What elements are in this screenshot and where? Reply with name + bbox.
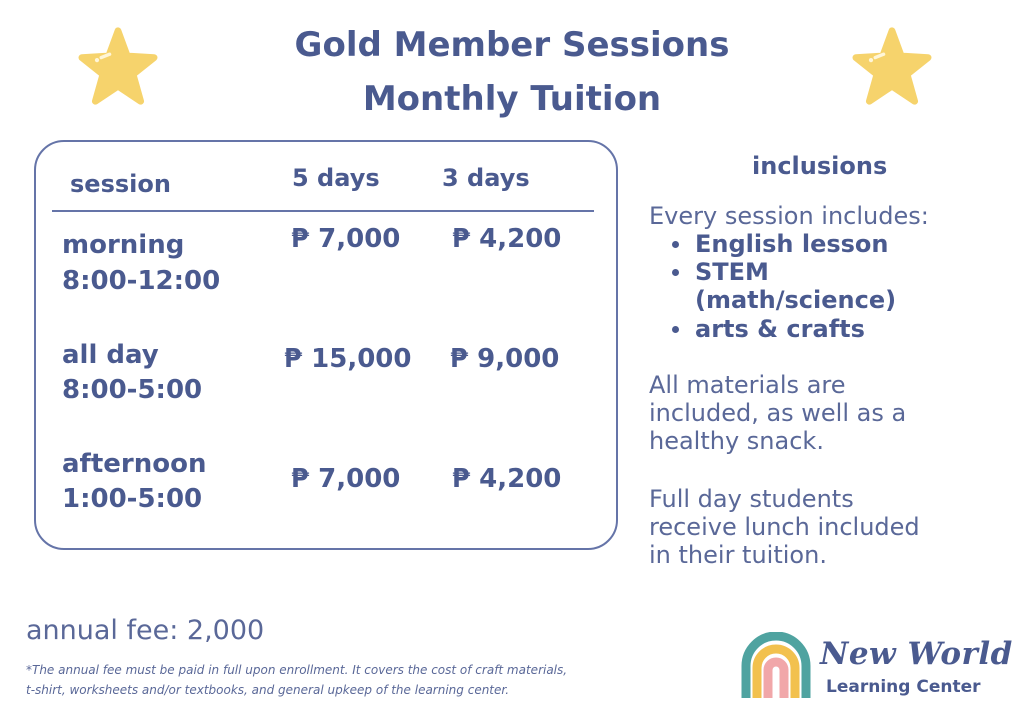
price-5-days: ₱ 7,000: [291, 224, 401, 254]
price-5-days: ₱ 7,000: [291, 464, 401, 494]
inclusion-item: English lesson: [695, 230, 889, 258]
bullet-icon: [672, 241, 679, 248]
inclusion-item: STEM: [695, 258, 769, 286]
price-3-days: ₱ 4,200: [452, 464, 562, 494]
inclusion-item-continued: (math/science): [695, 286, 897, 314]
session-name: morning: [62, 230, 185, 260]
rainbow-logo-icon: [740, 632, 812, 698]
inclusions-heading: inclusions: [752, 152, 888, 180]
materials-text: healthy snack.: [649, 427, 824, 455]
column-header-5-days: 5 days: [292, 164, 380, 192]
inclusions-intro: Every session includes:: [649, 202, 929, 230]
table-divider: [52, 210, 594, 212]
bullet-icon: [672, 326, 679, 333]
price-5-days: ₱ 15,000: [284, 344, 412, 374]
column-header-3-days: 3 days: [442, 164, 530, 192]
star-icon: [76, 24, 160, 108]
price-3-days: ₱ 4,200: [452, 224, 562, 254]
footnote: t-shirt, worksheets and/or textbooks, and general upkeep of the learning center.: [26, 683, 510, 697]
star-icon: [850, 24, 934, 108]
materials-text: included, as well as a: [649, 399, 907, 427]
lunch-text: Full day students: [649, 485, 854, 513]
inclusion-item: arts & crafts: [695, 315, 865, 343]
page-subtitle: Monthly Tuition: [362, 79, 662, 119]
footnote: *The annual fee must be paid in full upon enrollment. It covers the cost of craft materials,: [26, 663, 568, 677]
session-time: 1:00-5:00: [62, 484, 203, 514]
lunch-text: in their tuition.: [649, 541, 827, 569]
session-name: all day: [62, 340, 159, 370]
logo-subtitle: Learning Center: [826, 677, 981, 697]
session-time: 8:00-12:00: [62, 266, 221, 296]
page-title: Gold Member Sessions: [294, 25, 730, 65]
price-3-days: ₱ 9,000: [450, 344, 560, 374]
session-name: afternoon: [62, 449, 207, 479]
bullet-icon: [672, 269, 679, 276]
materials-text: All materials are: [649, 371, 846, 399]
logo-name: New World: [820, 636, 1013, 672]
lunch-text: receive lunch included: [649, 513, 920, 541]
column-header-session: session: [70, 170, 171, 198]
session-time: 8:00-5:00: [62, 375, 203, 405]
annual-fee: annual fee: 2,000: [26, 615, 265, 646]
